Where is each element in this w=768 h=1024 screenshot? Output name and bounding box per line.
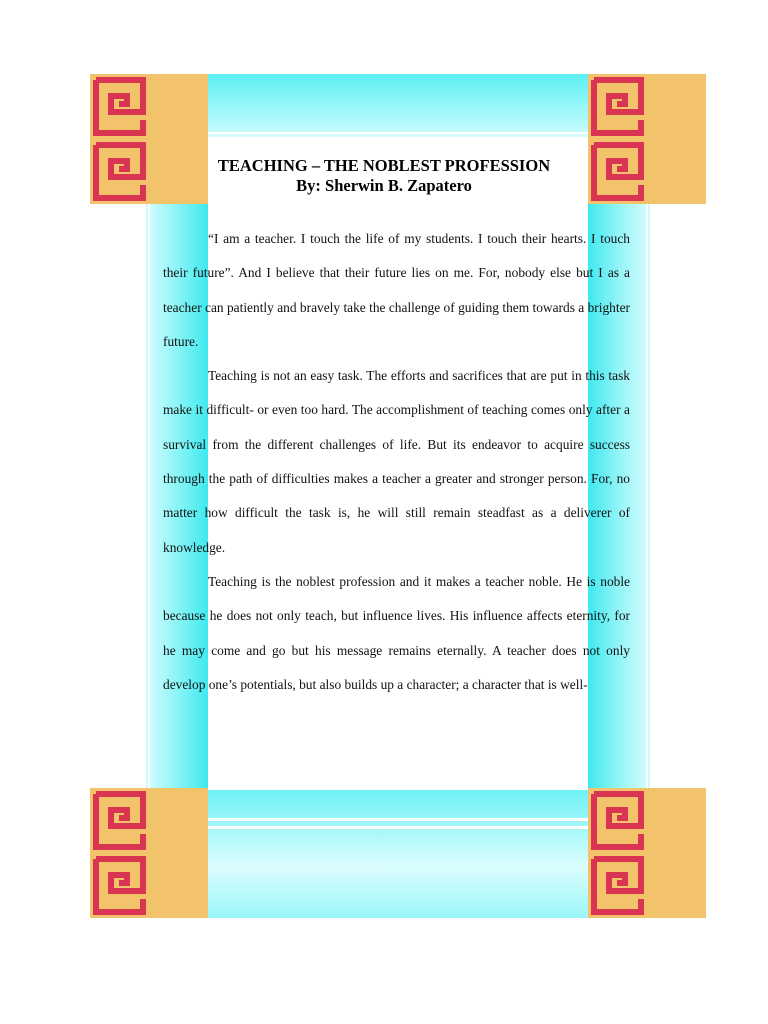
paragraph: Teaching is not an easy task. The efforts and sacrifices that are put in this task make it difficult- or even too hard. The accomplishment of teaching comes only after a survival from the different challenges of life. But its endeavor to acquire success through the path of difficulties makes a teacher a greater and stronger person. For, no matter how difficult the task is, he will still remain steadfast as a deliverer of knowledge.	[163, 368, 630, 555]
border-top-line	[208, 134, 588, 137]
border-bottom	[208, 790, 588, 918]
document-title: TEACHING – THE NOBLEST PROFESSION	[217, 156, 551, 175]
document-body	[163, 222, 630, 702]
border-bottom-line	[208, 818, 588, 821]
paragraph: “I am a teacher. I touch the life of my students. I touch their hearts. I touch their future”. And I believe that their future lies on me. For, nobody else but I as a teacher can patiently and bravely take the challenge of guiding them towards a brighter future.	[163, 231, 630, 349]
border-left-line	[146, 204, 148, 790]
border-top	[208, 74, 588, 132]
paragraph: Teaching is the noblest profession and it makes a teacher noble. He is noble because he does not only teach, but influence lives. His influence affects eternity, for he may come and go but his message remains eternally. A teacher does not only develop one’s potentials, but also builds up a character; a character that is well-	[163, 573, 630, 692]
heading	[0, 156, 768, 196]
greek-key-icon	[588, 788, 706, 918]
border-right-line	[648, 204, 650, 790]
border-bottom-line	[208, 826, 588, 829]
greek-key-icon	[90, 788, 208, 918]
document-author: By: Sherwin B. Zapatero	[296, 176, 472, 195]
